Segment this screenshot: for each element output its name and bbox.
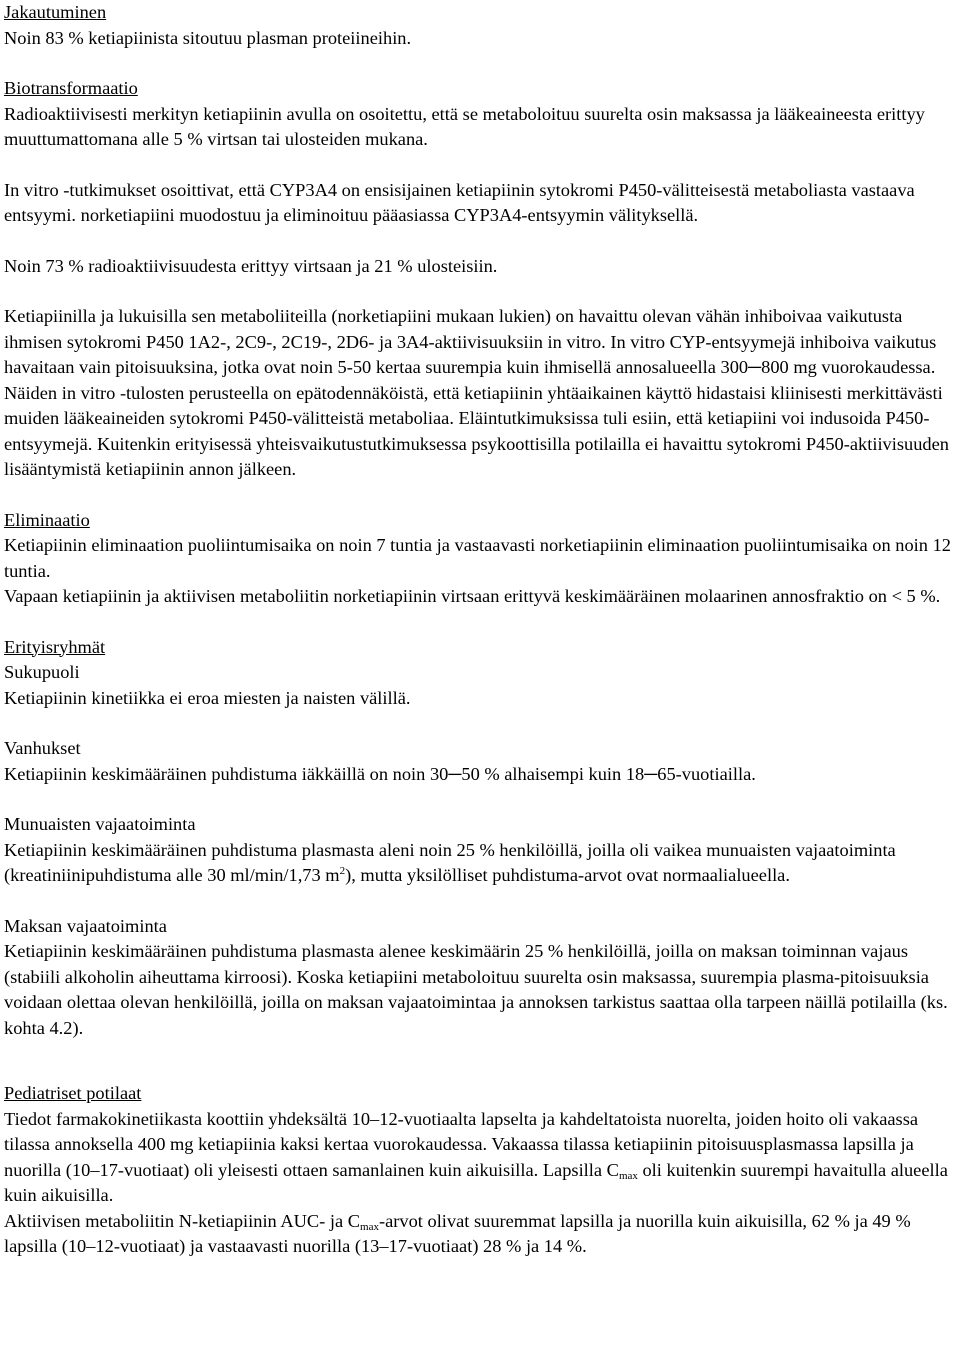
heading-erityisryhmat: Erityisryhmät xyxy=(4,636,106,657)
paragraph-cyp-inhibition: Ketiapiinilla ja lukuisilla sen metaboliiteilla (norketiapiini mukaan lukien) on havaittu olevan vähän inhiboivaa vaikutusta ihmisen sytokromi P450 1A2-, 2C9-, 2C19-, 2D6- ja 3A4-aktiivisuuksiin in vitro. In vitro CYP-entsyymejä inhiboiva vaikutus havaitaan vain pitoisuuksina, jotka ovat noin 5-50 kertaa suurempia kuin ihmisellä annosalueella 300─800 mg vuorokaudessa. Näiden in vitro -tulosten perusteella on epätodennäköistä, että ketiapiinin yhtäaikainen käyttö hidastaisi kliinisesti merkittävästi muiden lääkeaineiden sytokromi P450-välitteistä metaboliaa. Eläintutkimuksissa tuli esiin, että ketiapiini voi indusoida P450-entsyymejä. Kuitenkin erityisessä yhteisvaikutustutkimuksessa psykoottisilla potilailla ei havaittu sytokromi P450-aktiivisuuden lisääntymistä ketiapiinin annon jälkeen. xyxy=(4,306,949,479)
pediatric-text-b: oli kuitenkin suurempi havaitulla alueella kuin aikuisilla. xyxy=(4,1159,948,1205)
paragraph-vanhukset: Ketiapiinin keskimääräinen puhdistuma iäkkäillä on noin 30─50 % alhaisempi kuin 18─65-vuotiailla. xyxy=(4,763,756,784)
paragraph-half-life: Ketiapiinin eliminaation puoliintumisaika on noin 7 tuntia ja vastaavasti norketiapiinin eliminaation puoliintumisaika on noin 12 tuntia. xyxy=(4,535,951,581)
metabolite-text-a: Aktiivisen metaboliitin N-ketiapiinin AUC- ja C xyxy=(4,1210,361,1231)
paragraph-maksa: Ketiapiinin keskimääräinen puhdistuma plasmasta alenee keskimäärin 25 % henkilöillä, joilla on maksan toiminnan vajaus (stabiili alkoholin aiheuttama kirroosi). Koska ketiapiini metaboloituu suurelta osin maksassa, suurempia plasma-pitoisuuksia voidaan olettaa olevan henkilöillä, joilla on maksan vajaatoimintaa ja annoksen tarkistus saattaa olla tarpeen näillä potilailla (ks. kohta 4.2). xyxy=(4,941,948,1038)
section-jakautuminen xyxy=(4,0,958,51)
section-erityisryhmat xyxy=(4,635,958,1042)
paragraph-protein-binding: Noin 83 % ketiapiinista sitoutuu plasman proteiineihin. xyxy=(4,27,412,48)
document-page xyxy=(4,0,958,1260)
subheading-sukupuoli: Sukupuoli xyxy=(4,662,80,682)
subheading-vanhukset: Vanhukset xyxy=(4,738,81,758)
paragraph-metabolite-auc xyxy=(4,1209,958,1260)
subheading-maksa: Maksan vajaatoiminta xyxy=(4,915,167,936)
section-pediatriset xyxy=(4,1081,958,1260)
subscript-max-1: max xyxy=(618,1169,638,1182)
subheading-munuaiset: Munuaisten vajaatoiminta xyxy=(4,814,196,834)
paragraph-munuaiset xyxy=(4,838,958,889)
pediatric-text-a: Tiedot farmakokinetiikasta koottiin yhdeksältä 10–12-vuotiaalta lapselta ja kahdeltatoista nuorelta, joiden hoito oli vakaassa tilassa annoksella 400 mg ketiapiinia kaksi kertaa vuorokaudessa. Vakaassa tilassa ketiapiinin pitoisuusplasmassa lapsilla ja nuorilla (10–17-vuotiaat) oli yleisesti ottaen samanlainen kuin aikuisilla. Lapsilla C xyxy=(4,1108,919,1180)
paragraph-urinary-fraction: Vapaan ketiapiinin ja aktiivisen metaboliitin norketiapiinin virtsaan erittyvä keskimääräinen molaarinen annosfraktio on < 5 %. xyxy=(4,586,941,606)
heading-pediatriset: Pediatriset potilaat xyxy=(4,1083,142,1103)
metabolite-text-b: -arvot olivat suuremmat lapsilla ja nuorilla kuin aikuisilla, 62 % ja 49 % lapsilla (10–12-vuotiaat) ja vastaavasti nuorilla (13–17-vuotiaat) 28 % ja 14 %. xyxy=(4,1210,911,1256)
paragraph-radioactivity: Noin 73 % radioaktiivisuudesta erittyy virtsaan ja 21 % ulosteisiin. xyxy=(4,255,498,276)
superscript-2: 2 xyxy=(339,865,346,877)
paragraph-metabolism: Radioaktiivisesti merkityn ketiapiinin avulla on osoitettu, että se metaboloituu suurelta osin maksassa ja lääkeaineesta erittyy muuttumattomana alle 5 % virtsan tai ulosteiden mukana. xyxy=(4,103,925,149)
subscript-max-2: max xyxy=(360,1220,379,1233)
paragraph-in-vitro-cyp3a4: In vitro -tutkimukset osoittivat, että CYP3A4 on ensisijainen ketiapiinin sytokromi P450-välitteisestä metaboliasta vastaava entsyymi. norketiapiini muodostuu ja eliminoituu pääasiassa CYP3A4-entsyymin välityksellä. xyxy=(4,179,915,225)
heading-jakautuminen: Jakautuminen xyxy=(4,2,107,22)
paragraph-pediatric-pk xyxy=(4,1107,958,1209)
heading-biotransformaatio: Biotransformaatio xyxy=(4,78,138,98)
heading-eliminaatio: Eliminaatio xyxy=(4,509,90,530)
section-biotransformaatio xyxy=(4,76,958,483)
munuaiset-text-b: ), mutta yksilölliset puhdistuma-arvot ovat normaalialueella. xyxy=(345,865,790,885)
munuaiset-text-a: Ketiapiinin keskimääräinen puhdistuma plasmasta aleni noin 25 % henkilöillä, joilla oli vaikea munuaisten vajaatoiminta (kreatiniinipuhdistuma alle 30 ml/min/1,73 m xyxy=(4,839,896,885)
paragraph-sukupuoli: Ketiapiinin kinetiikka ei eroa miesten ja naisten välillä. xyxy=(4,687,411,708)
section-eliminaatio xyxy=(4,508,958,610)
